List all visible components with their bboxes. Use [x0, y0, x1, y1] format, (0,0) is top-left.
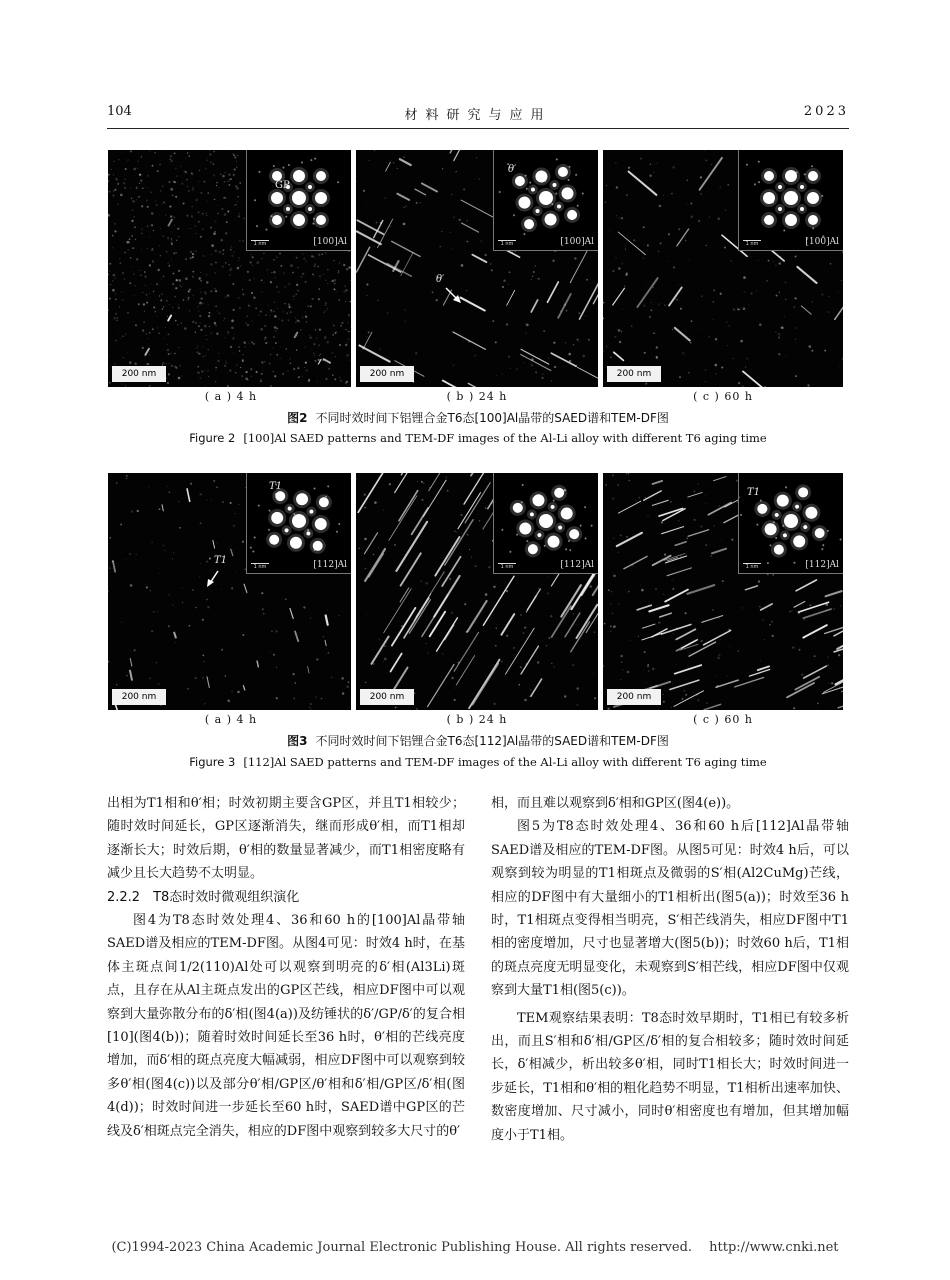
figure2-caption-en — [107, 431, 849, 445]
paragraph: 图4为T8态时效处理4、36和60 h的[100]Al晶带轴SAED谱及相应的TEM-DF图。从图4可见：时效4 h时，在基体主斑点间1/2(110)Al处可以观察到明亮的δ′相(Al3Li)斑点，且存在从Al主斑点发出的GP区芒线，相应DF图中可以观察到大量弥散分布的δ′相(图4(a))及纺锤状的δ′/GP/δ′的复合相[10](图4(b))；随着时效时间延长至36 h时，θ′相的芒线亮度增加，而δ′相的斑点亮度大幅减弱，相应DF图中可以观察到较多θ′相(图4(c))以及部分θ′相/GP区/θ′相和δ′相/GP区/δ′相(图4(d))；时效时间进一步延长至60 h时，SAED谱中GP区的芒线及δ′相斑点完全消失，相应的DF图中观察到较多大尺寸的θ′ — [107, 913, 465, 1139]
saed-inset — [246, 473, 351, 574]
body-right-column — [491, 792, 849, 1147]
figure2-panel-c — [603, 150, 843, 387]
scale-bar: 200 nm — [360, 366, 414, 382]
section-heading: 2.2.2 T8态时效时微观组织演化 — [107, 889, 300, 905]
paragraph: 图5为T8态时效处理4、36和60 h后[112]Al晶带轴SAED谱及相应的TEM-DF图。从图5可见：时效4 h后，可以观察到较为明显的T1相斑点及微弱的S′相(Al2CuMg)芒线，相应的DF图中有大量细小的T1相析出(图5(a))；时效至36 h时，T1相斑点变得相当明亮，S′相芒线消失，相应DF图中T1相的密度增加，尺寸也显著增大(图5(b))；时效60 h后，T1相的斑点亮度无明显变化，未观察到S′相芒线，相应DF图中仅观察到大量T1相(图5(c))。 — [491, 819, 849, 999]
figure2-label-zh: 图2 — [287, 411, 308, 425]
figure3-sublabel-c: ( c ) 60 h — [693, 713, 753, 726]
figure3-label-zh: 图3 — [287, 734, 308, 748]
figure2-sublabel-a: ( a ) 4 h — [204, 390, 258, 403]
zone-axis-label: [100]Al — [805, 237, 839, 247]
figure3-caption-en — [107, 755, 849, 769]
precipitate-label: T1 — [214, 555, 228, 566]
zone-axis-label: [112]Al — [560, 560, 594, 570]
scale-bar: 200 nm — [112, 689, 166, 705]
figure3-caption-zh — [107, 732, 849, 749]
saed-inset — [738, 150, 843, 251]
figure3-sublabel-a: ( a ) 4 h — [204, 713, 258, 726]
figure3-panel-a — [108, 473, 351, 710]
scale-bar: 200 nm — [360, 689, 414, 705]
saed-pattern — [247, 473, 351, 573]
figure3-panel-c — [603, 473, 843, 710]
saed-inset — [246, 150, 351, 251]
figure3-label-en: Figure 3 — [189, 755, 236, 769]
figure3-caption-en-text: [112]Al SAED patterns and TEM-DF images of the Al-Li alloy with different T6 aging time — [243, 755, 767, 769]
figure2-sublabel-b: ( b ) 24 h — [446, 390, 508, 403]
inset-phase-label: T1 — [747, 487, 761, 498]
inset-scale-bar: 1 nm — [251, 563, 269, 570]
inset-scale-bar: 1 nm — [743, 563, 761, 570]
publication-year: 2023 — [803, 104, 849, 119]
paragraph: 出相为T1相和θ′相；时效初期主要含GP区，并且T1相较少；随时效时间延长，GP区逐渐消失，继而形成θ′相，而T1相却逐渐长大；时效后期，θ′相的数量显著减少，而T1相密度略有减少且长大趋势不太明显。 — [107, 796, 465, 882]
arrow-icon — [204, 569, 222, 589]
copyright-footer: (C)1994-2023 China Academic Journal Electronic Publishing House. All rights reserved. http://www.cnki.net — [111, 1240, 839, 1255]
scale-bar: 200 nm — [112, 366, 166, 382]
saed-pattern — [739, 150, 843, 250]
inset-phase-label: θ′ — [508, 164, 517, 175]
paragraph: TEM观察结果表明：T8态时效早期时，T1相已有较多析出，而且S′相和δ′相/GP区/δ′相的复合相较多；随时效时间延长，δ′相减少，析出较多θ′相，同时T1相长大；时效时间进一步延长，T1相和θ′相的粗化趋势不明显，T1相析出速率加快、数密度增加、尺寸减小，同时θ′相密度也有增加，但其增加幅度小于T1相。 — [491, 1010, 849, 1143]
figure2-panel-b — [356, 150, 598, 387]
figure2-caption-en-text: [100]Al SAED patterns and TEM-DF images of the Al-Li alloy with different T6 aging time — [243, 431, 767, 445]
saed-pattern — [494, 473, 598, 573]
zone-axis-label: [112]Al — [805, 560, 839, 570]
paragraph: 相，而且难以观察到δ′相和GP区(图4(e))。 — [491, 796, 740, 811]
figure2-sublabel-c: ( c ) 60 h — [693, 390, 753, 403]
inset-scale-bar: 1 nm — [498, 240, 516, 247]
scale-bar: 200 nm — [607, 689, 661, 705]
figure2-caption-zh — [107, 409, 849, 426]
arrow-icon — [444, 286, 464, 306]
saed-pattern — [247, 150, 351, 250]
figure3-caption-zh-text: 不同时效时间下铝锂合金T6态[112]Al晶带的SAED谱和TEM-DF图 — [315, 734, 669, 748]
inset-scale-bar: 1 nm — [743, 240, 761, 247]
figure2-label-en: Figure 2 — [189, 431, 236, 445]
body-left-column — [107, 792, 465, 1143]
figure2-panel-a — [108, 150, 351, 387]
figure2-caption-zh-text: 不同时效时间下铝锂合金T6态[100]Al晶带的SAED谱和TEM-DF图 — [315, 411, 669, 425]
running-header — [107, 104, 849, 128]
scale-bar: 200 nm — [607, 366, 661, 382]
header-rule — [107, 128, 849, 129]
figure3-panel-b — [356, 473, 598, 710]
inset-phase-label: GP — [275, 180, 290, 191]
inset-scale-bar: 1 nm — [251, 240, 269, 247]
page-number: 104 — [107, 104, 132, 119]
journal-title: 材料研究与应用 — [404, 108, 552, 123]
zone-axis-label: [112]Al — [313, 560, 347, 570]
inset-phase-label: T1 — [269, 481, 283, 492]
saed-inset — [493, 150, 598, 251]
saed-inset — [738, 473, 843, 574]
zone-axis-label: [100]Al — [560, 237, 594, 247]
zone-axis-label: [100]Al — [313, 237, 347, 247]
saed-inset — [493, 473, 598, 574]
inset-scale-bar: 1 nm — [498, 563, 516, 570]
precipitate-label: θ′ — [436, 274, 445, 285]
figure3-sublabel-b: ( b ) 24 h — [446, 713, 508, 726]
